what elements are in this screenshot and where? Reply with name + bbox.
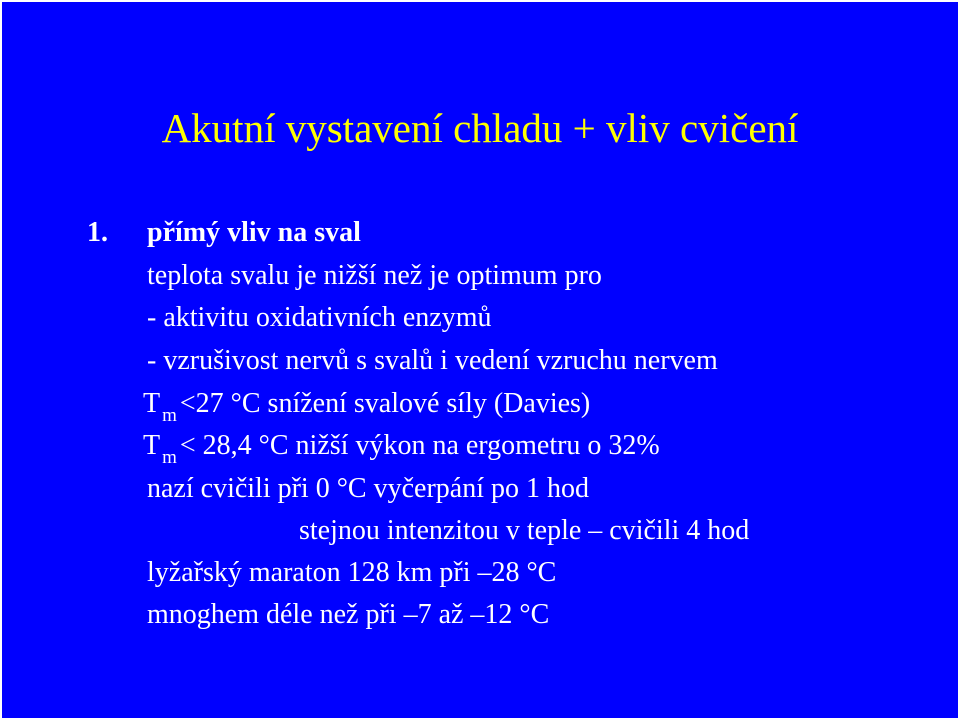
text-line-4 [143, 387, 590, 424]
text-line-9: mnoghem déle než při –7 až –12 °C [147, 599, 550, 630]
text-line-6: nazí cvičili při 0 °C vyčerpání po 1 hod [147, 473, 589, 504]
temperature-subscript: m [162, 405, 177, 426]
text-line-5 [143, 429, 660, 466]
temperature-subscript: m [162, 447, 177, 468]
text-line-8: lyžařský maraton 128 km při –28 °C [147, 557, 557, 588]
text-line-1: teplota svalu je nižší než je optimum pro [147, 260, 602, 291]
text-line-2: - aktivitu oxidativních enzymů [147, 302, 492, 333]
text-line-5-rest: < 28,4 °C nižší výkon na ergometru o 32% [179, 430, 660, 461]
slide [2, 2, 958, 718]
slide-title: Akutní vystavení chladu + vliv cvičení [161, 105, 799, 151]
text-line-7: stejnou intenzitou v teple – cvičili 4 hod [299, 515, 750, 546]
temperature-symbol: T [143, 430, 161, 461]
text-line-3: - vzrušivost nervů s svalů i vedení vzruchu nervem [147, 345, 718, 376]
list-number: 1. [87, 217, 108, 248]
list-heading: přímý vliv na sval [147, 217, 361, 248]
temperature-symbol: T [143, 388, 161, 419]
text-line-4-rest: <27 °C snížení svalové síly (Davies) [179, 388, 591, 419]
